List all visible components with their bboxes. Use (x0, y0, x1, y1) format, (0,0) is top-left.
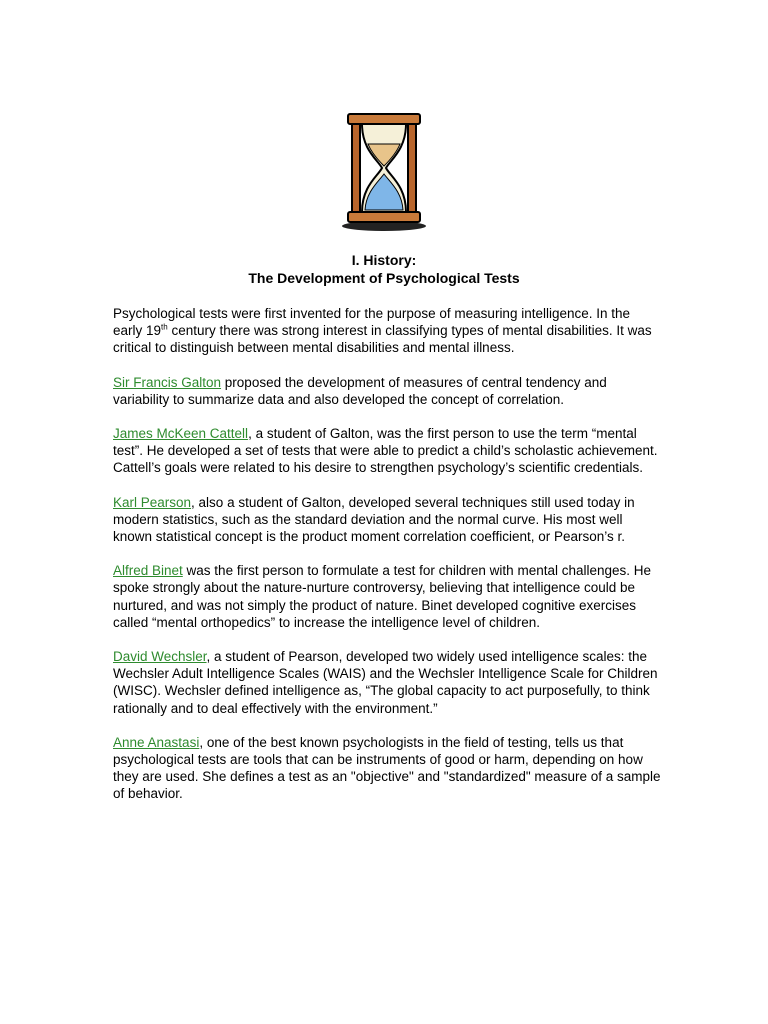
galton-link[interactable]: Sir Francis Galton (113, 374, 222, 390)
wechsler-text: , a student of Pearson, developed two widely used intelligence scales: the Wechsler Adult Intelligence Scales (WAIS) and the Wechsler Intelligence Scale for Children (WISC). Wechsler defined intelligence as, “The global capacity to act purposefully, to think rationally and to deal effectively with the environment.” (113, 649, 658, 716)
intro-text: Psychological tests were first invented for the purpose of measuring intelligence. In the early 19 (113, 306, 631, 339)
wechsler-paragraph (113, 648, 661, 717)
cattell-link[interactable]: James McKeen Cattell (113, 426, 249, 442)
binet-paragraph (113, 562, 661, 631)
galton-paragraph (113, 374, 661, 408)
binet-link[interactable]: Alfred Binet (113, 563, 183, 579)
wechsler-link[interactable]: David Wechsler (113, 649, 207, 665)
section-heading: I. History: (351, 252, 417, 268)
ordinal-superscript: th (161, 322, 168, 332)
galton-text: proposed the development of measures of central tendency and variability to summarize data and also developed the concept of correlation. (113, 374, 607, 407)
hourglass-icon (338, 110, 430, 234)
anastasi-link[interactable]: Anne Anastasi (113, 734, 200, 750)
document-body (113, 305, 661, 820)
cattell-paragraph (113, 425, 661, 477)
anastasi-paragraph (113, 734, 661, 803)
intro-text-continued: century there was strong interest in classifying types of mental disabilities. It was critical to distinguish between mental disabilities and mental illness. (113, 323, 652, 356)
binet-text: was the first person to formulate a test for children with mental challenges. He spoke strongly about the nature-nurture controversy, believing that intelligence could be nurtured, and was not simply the product of nature. Binet developed cognitive exercises called “mental orthopedics” to increase the intelligence level of children. (113, 563, 652, 630)
page-title: The Development of Psychological Tests (248, 270, 520, 286)
anastasi-text: , one of the best known psychologists in the field of testing, tells us that psychological tests are tools that can be instruments of good or harm, depending on how they are used. She defines a test as an "objective" and "standardized" measure of a sample of behavior. (113, 734, 661, 802)
pearson-link[interactable]: Karl Pearson (113, 494, 192, 510)
pearson-text: , also a student of Galton, developed several techniques still used today in modern statistics, such as the standard deviation and the normal curve. His most well known statistical concept is the product moment correlation coefficient, or Pearson’s r. (113, 494, 635, 545)
pearson-paragraph (113, 494, 661, 546)
intro-paragraph (113, 305, 661, 357)
cattell-text: , a student of Galton, was the first person to use the term “mental test”. He developed a set of tests that were able to predict a child’s scholastic achievement. Cattell’s goals were related to his desire to strengthen psychology’s scientific credentials. (113, 426, 658, 476)
